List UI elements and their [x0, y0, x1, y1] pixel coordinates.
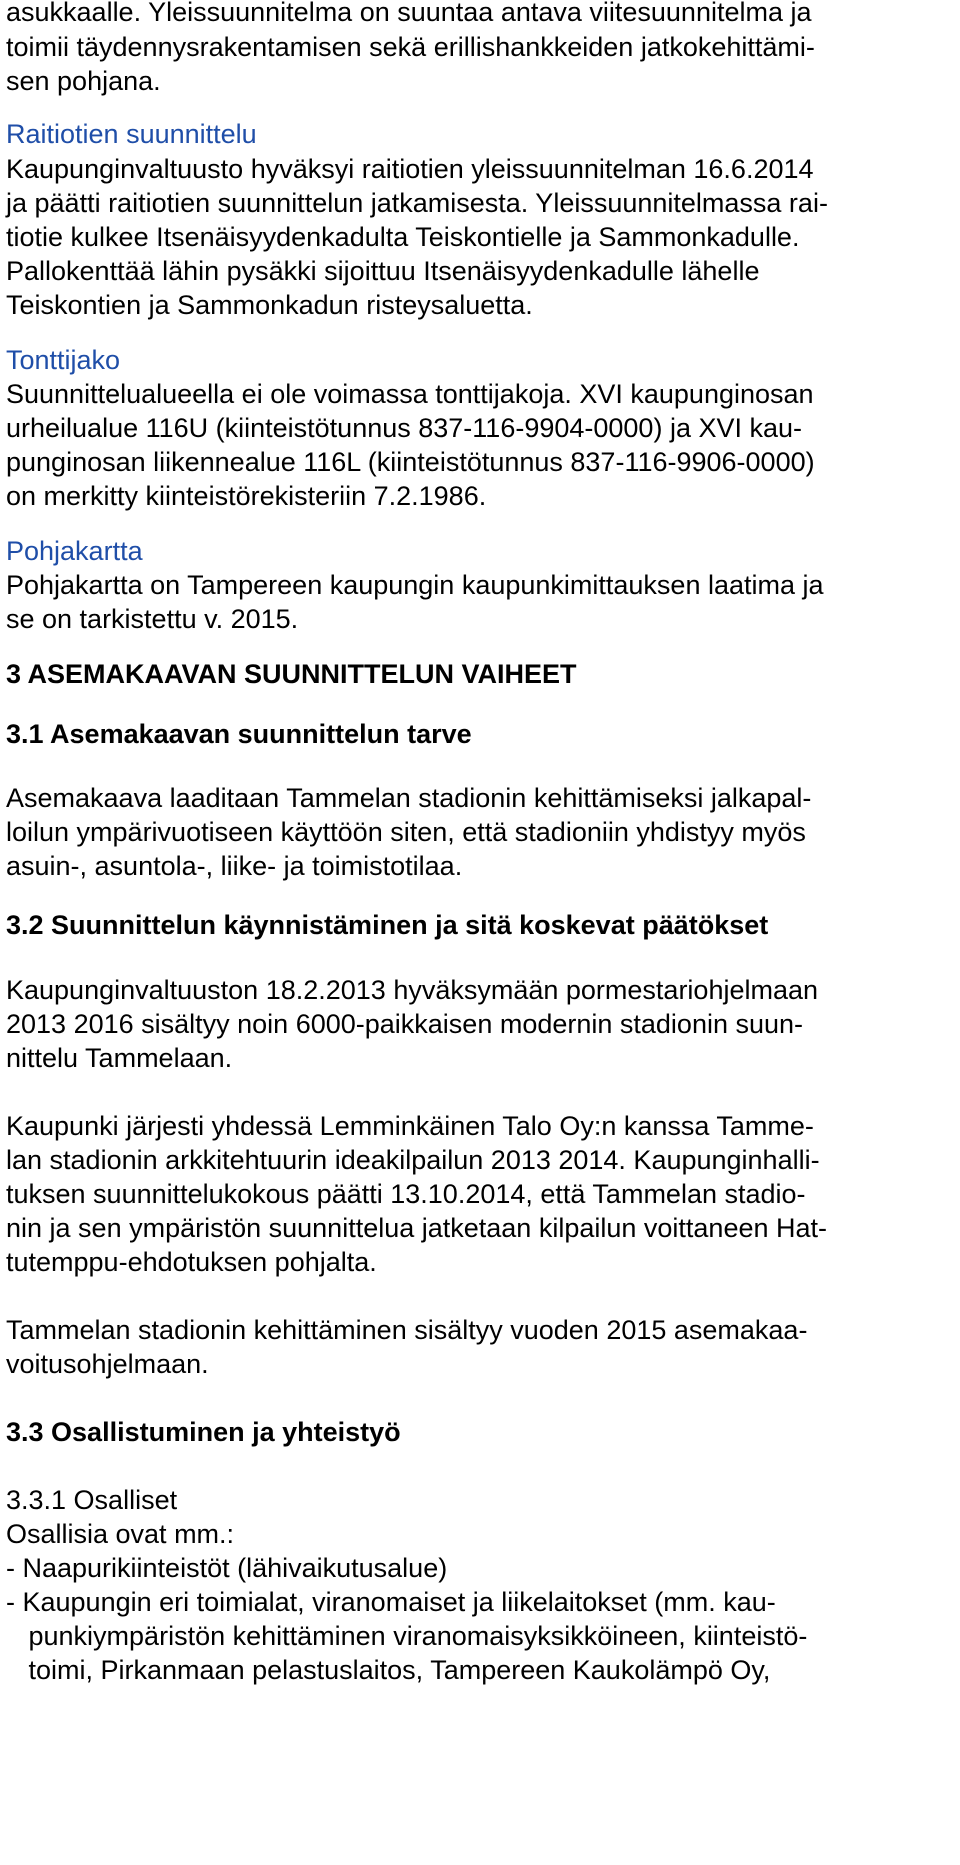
paragraph-line: ja päätti raitiotien suunnittelun jatkamisesta. Yleissuunnitelmassa rai- [6, 188, 828, 218]
paragraph-line: Tammelan stadionin kehittäminen sisältyy vuoden 2015 asemakaa- [6, 1315, 808, 1345]
paragraph-line: 2013 2016 sisältyy noin 6000-paikkaisen modernin stadionin suun- [6, 1009, 804, 1039]
paragraph-line: on merkitty kiinteistörekisteriin 7.2.1986. [6, 481, 487, 511]
paragraph-line: nittelu Tammelaan. [6, 1043, 233, 1073]
section-heading-3-3: 3.3 Osallistuminen ja yhteistyö [6, 1417, 401, 1447]
paragraph-line: urheilualue 116U (kiinteistötunnus 837-116-9904-0000) ja XVI kau- [6, 413, 802, 443]
heading-raitiotie: Raitiotien suunnittelu [6, 119, 257, 149]
paragraph-line: Pallokenttää lähin pysäkki sijoittuu Itsenäisyydenkadulle lähelle [6, 256, 760, 286]
paragraph-line: tiotie kulkee Itsenäisyydenkadulta Teiskontielle ja Sammonkadulle. [6, 222, 800, 252]
paragraph-line: Teiskontien ja Sammonkadun risteysaluetta. [6, 290, 533, 320]
heading-pohjakartta: Pohjakartta [6, 536, 143, 566]
list-item-continuation: punkiympäristön kehittäminen viranomaisyksikköineen, kiinteistö- [6, 1621, 808, 1651]
paragraph-line: asuin-, asuntola-, liike- ja toimistotilaa. [6, 851, 463, 881]
section-heading-3-1: 3.1 Asemakaavan suunnittelun tarve [6, 719, 472, 749]
paragraph-line: Kaupunginvaltuusto hyväksyi raitiotien yleissuunnitelman 16.6.2014 [6, 154, 814, 184]
paragraph-line: Pohjakartta on Tampereen kaupungin kaupunkimittauksen laatima ja [6, 570, 824, 600]
paragraph-line: loilun ympärivuotiseen käyttöön siten, että stadioniin yhdistyy myös [6, 817, 806, 847]
paragraph-line: Kaupunki järjesti yhdessä Lemminkäinen Talo Oy:n kanssa Tamme- [6, 1111, 814, 1141]
heading-tonttijako: Tonttijako [6, 345, 121, 375]
paragraph-line: nin ja sen ympäristön suunnittelua jatketaan kilpailun voittaneen Hat- [6, 1213, 827, 1243]
sub-heading-3-3-1: 3.3.1 Osalliset [6, 1485, 178, 1515]
paragraph-line: voitusohjelmaan. [6, 1349, 209, 1379]
list-item-continuation: toimi, Pirkanmaan pelastuslaitos, Tampereen Kaukolämpö Oy, [6, 1655, 771, 1685]
paragraph-line: tuksen suunnittelukokous päätti 13.10.2014, että Tammelan stadio- [6, 1179, 806, 1209]
paragraph-line: se on tarkistettu v. 2015. [6, 604, 299, 634]
list-item: - Naapurikiinteistöt (lähivaikutusalue) [6, 1553, 448, 1583]
paragraph-line: Suunnittelualueella ei ole voimassa tonttijakoja. XVI kaupunginosan [6, 379, 814, 409]
paragraph-line: Osallisia ovat mm.: [6, 1519, 235, 1549]
paragraph-line: Asemakaava laaditaan Tammelan stadionin kehittämiseksi jalkapal- [6, 783, 812, 813]
list-item: - Kaupungin eri toimialat, viranomaiset ja liikelaitokset (mm. kau- [6, 1587, 776, 1617]
paragraph-line: toimii täydennysrakentamisen sekä erillishankkeiden jatkokehittämi- [6, 32, 815, 62]
paragraph-line: lan stadionin arkkitehtuurin ideakilpailun 2013 2014. Kaupunginhalli- [6, 1145, 820, 1175]
paragraph-line: asukkaalle. Yleissuunnitelma on suuntaa antava viitesuunnitelma ja [6, 0, 812, 27]
paragraph-line: Kaupunginvaltuuston 18.2.2013 hyväksymään pormestariohjelmaan [6, 975, 819, 1005]
paragraph-line: tutemppu-ehdotuksen pohjalta. [6, 1247, 377, 1277]
section-heading-3: 3 ASEMAKAAVAN SUUNNITTELUN VAIHEET [6, 659, 577, 689]
paragraph-line: sen pohjana. [6, 66, 161, 96]
section-heading-3-2: 3.2 Suunnittelun käynnistäminen ja sitä koskevat päätökset [6, 910, 769, 940]
paragraph-line: punginosan liikennealue 116L (kiinteistötunnus 837-116-9906-0000) [6, 447, 815, 477]
